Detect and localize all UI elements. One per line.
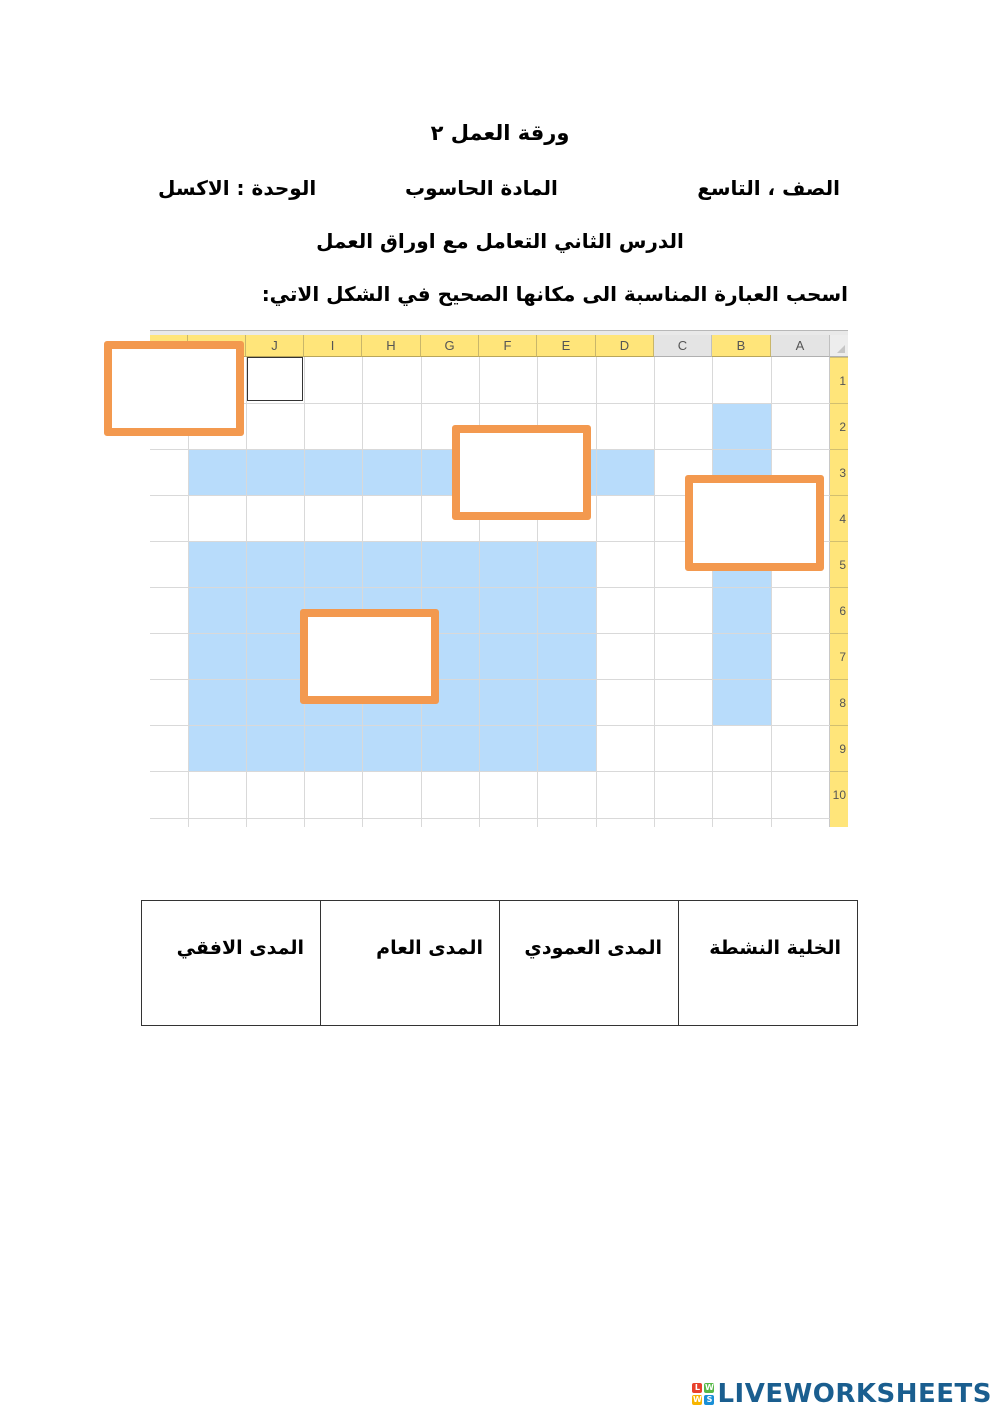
column-header: H: [362, 335, 421, 357]
column-header: D: [596, 335, 654, 357]
row-header: 8: [830, 679, 848, 725]
answer-cell: [142, 901, 320, 1025]
row-header: 7: [830, 633, 848, 679]
column-header: C: [654, 335, 712, 357]
answer-bank: [141, 900, 858, 1026]
active-cell: [247, 357, 303, 401]
select-all-corner: [830, 335, 848, 357]
row-header: 5: [830, 541, 848, 587]
grid-line: [150, 725, 830, 726]
column-header: A: [771, 335, 830, 357]
answer-cell: [678, 901, 857, 1025]
grade-label: الصف ، التاسع: [697, 176, 840, 200]
grid-line: [421, 357, 422, 827]
column-header: J: [246, 335, 304, 357]
grid-line: [150, 587, 830, 588]
row-header: 2: [830, 403, 848, 449]
grid-line: [304, 357, 305, 827]
drop-target-block-range[interactable]: [300, 609, 439, 704]
logo-squares-icon: L W W S: [693, 1383, 714, 1404]
grid-line: [150, 633, 830, 634]
lesson-title: الدرس الثاني التعامل مع اوراق العمل: [316, 229, 684, 253]
grid-line: [150, 771, 830, 772]
column-header: G: [421, 335, 479, 357]
drop-target-vertical-range[interactable]: [685, 475, 824, 571]
row-header: 1: [830, 357, 848, 403]
draggable-answer-active-cell[interactable]: الخلية النشطة: [709, 937, 841, 959]
draggable-answer-general-range[interactable]: المدى العام: [376, 937, 483, 959]
row-header: 10: [830, 771, 848, 827]
row-header: 3: [830, 449, 848, 495]
brand-name: LIVEWORKSHEETS: [717, 1379, 992, 1409]
subject-label: المادة الحاسوب: [405, 176, 558, 200]
grid-line: [150, 679, 830, 680]
grid-line: [829, 357, 830, 827]
drop-target-active-cell[interactable]: [104, 341, 244, 436]
liveworksheets-logo: [692, 1379, 992, 1409]
grid-line: [596, 357, 597, 827]
column-header: B: [712, 335, 771, 357]
row-header: 9: [830, 725, 848, 771]
column-header: E: [537, 335, 596, 357]
grid-line: [712, 357, 713, 827]
grid-line: [246, 357, 247, 827]
grid-line: [362, 357, 363, 827]
grid-line: [150, 818, 830, 819]
answer-cell: [320, 901, 499, 1025]
draggable-answer-horizontal-range[interactable]: المدى الافقي: [176, 937, 304, 959]
answer-cell: [499, 901, 678, 1025]
column-header: F: [479, 335, 537, 357]
draggable-answer-vertical-range[interactable]: المدى العمودي: [524, 937, 662, 959]
row-header: 4: [830, 495, 848, 541]
drop-target-horizontal-range[interactable]: [452, 425, 591, 520]
row-header: 6: [830, 587, 848, 633]
grid-line: [771, 357, 772, 827]
unit-label: الوحدة : الاكسل: [158, 176, 317, 200]
instruction-text: اسحب العبارة المناسبة الى مكانها الصحيح في الشكل الاتي:: [261, 282, 848, 306]
grid-line: [654, 357, 655, 827]
column-header: I: [304, 335, 362, 357]
spreadsheet-image: [150, 330, 848, 827]
grid-line: [150, 403, 830, 404]
worksheet-title: ورقة العمل ٢: [430, 121, 570, 145]
